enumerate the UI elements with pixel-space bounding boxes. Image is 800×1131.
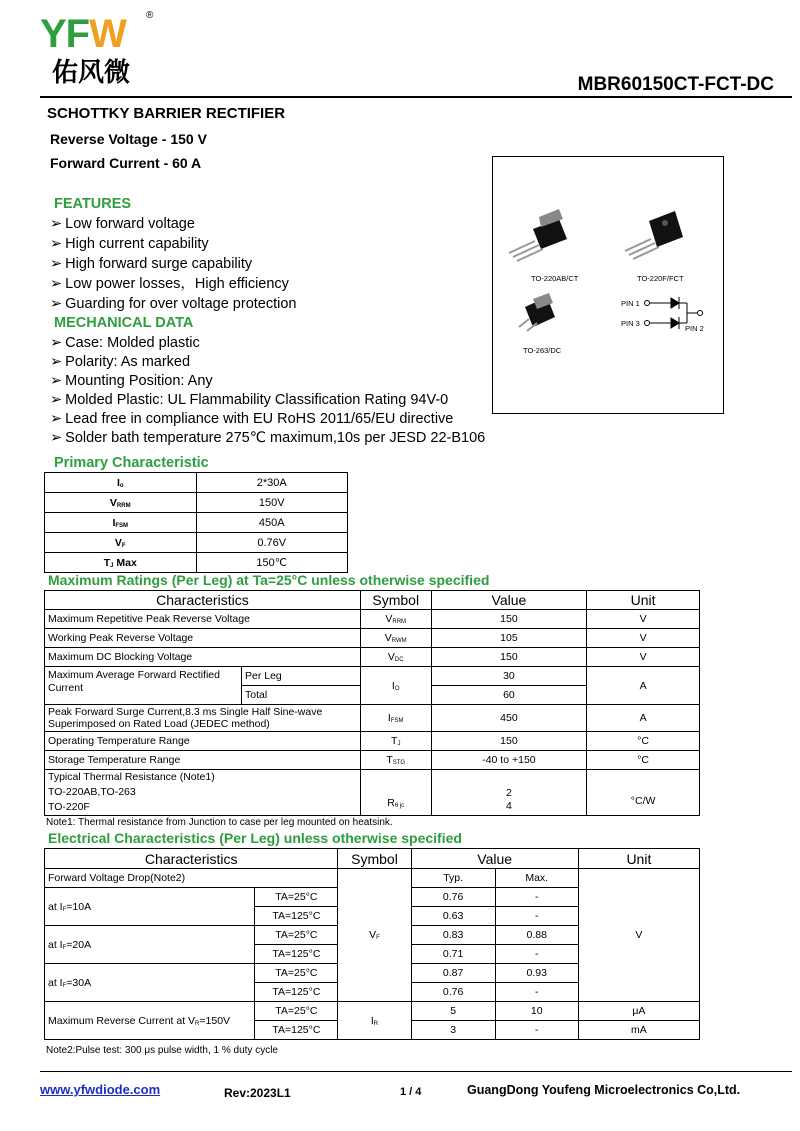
mechanical-item: ➢ Molded Plastic: UL Flammability Classification Rating 94V-0 xyxy=(50,392,449,408)
package-diagram xyxy=(493,157,723,413)
table-row: $I_{FSM}$ 450A xyxy=(45,513,348,533)
table-row: Peak Forward Surge Current,8.3 ms Single Half Sine-wave Superimposed on Rated Load (JEDEC method) $I_{FSM}$ 450 A xyxy=(45,705,700,732)
table-row: Working Peak Reverse Voltage $V_{RWM}$ 105 V xyxy=(45,629,700,648)
max-ratings-table xyxy=(44,590,700,816)
bullet-arrow-icon: ➢ xyxy=(50,373,63,389)
bullet-arrow-icon: ➢ xyxy=(50,276,63,292)
table-row: $T_J$ Max 150℃ xyxy=(45,553,348,573)
device-type: SCHOTTKY BARRIER RECTIFIER xyxy=(47,105,286,122)
electrical-title: Electrical Characteristics (Per Leg) unless otherwise specified xyxy=(48,830,462,846)
to220f-package-icon xyxy=(625,211,683,259)
table-row: Forward Voltage Drop(Note2) $V_F$ Typ. Max. V xyxy=(45,869,700,888)
mechanical-title: MECHANICAL DATA xyxy=(54,315,194,331)
bullet-arrow-icon: ➢ xyxy=(50,411,63,427)
primary-table xyxy=(44,472,348,573)
company-name: GuangDong Youfeng Microelectronics Co,Ltd. xyxy=(467,1083,741,1097)
features-list xyxy=(50,215,296,314)
table-row: $I_o$ 2*30A xyxy=(45,473,348,493)
mechanical-item: ➢ Mounting Position: Any xyxy=(50,373,213,389)
table-header-row: Characteristics Symbol Value Unit xyxy=(45,591,700,610)
mechanical-list xyxy=(50,334,485,448)
table-row: Maximum Reverse Current at $V_R=150V$ TA=25°C $I_R$ 5 10 μA xyxy=(45,1002,700,1021)
table-row: Operating Temperature Range $T_J$ 150 °C xyxy=(45,732,700,751)
logo-letters: YF xyxy=(40,12,90,56)
pkg-label-to263: TO-263/DC xyxy=(523,346,562,355)
table-row: $V_F$ 0.76V xyxy=(45,533,348,553)
logo-chinese: 佑风微 xyxy=(52,58,131,88)
table-row: Storage Temperature Range $T_{STG}$ -40 to +150 °C xyxy=(45,751,700,770)
table-row: at $I_F=10A$ TA=25°C 0.76 - xyxy=(45,888,700,907)
bullet-arrow-icon: ➢ xyxy=(50,335,63,351)
table-row: at $I_F=30A$ TA=25°C 0.87 0.93 xyxy=(45,964,700,983)
table-header-row: Characteristics Symbol Value Unit xyxy=(45,849,700,869)
bullet-arrow-icon: ➢ xyxy=(50,236,63,252)
feature-item: ➢ Low power losses，High efficiency xyxy=(50,276,289,292)
logo xyxy=(40,14,126,54)
note1: Note1: Thermal resistance from Junction to case per leg mounted on heatsink. xyxy=(46,817,393,828)
pin1-label: PIN 1 xyxy=(621,299,640,308)
feature-item: ➢ Guarding for over voltage protection xyxy=(50,296,297,312)
features-title: FEATURES xyxy=(54,196,132,212)
table-row: TA=125°C 3 - mA xyxy=(45,1021,700,1040)
feature-item: ➢ Low forward voltage xyxy=(50,216,195,232)
mechanical-item: ➢ Case: Molded plastic xyxy=(50,335,200,351)
electrical-table xyxy=(44,848,700,1040)
revision: Rev:2023L1 xyxy=(224,1086,291,1100)
website-link[interactable]: www.yfwdiode.com xyxy=(40,1082,161,1097)
table-row: Total 60 xyxy=(45,686,700,705)
bullet-arrow-icon: ➢ xyxy=(50,354,63,370)
table-row: Maximum Average Forward Rectified Current Per Leg $I_O$ 30 A xyxy=(45,667,700,686)
bullet-arrow-icon: ➢ xyxy=(50,430,63,446)
pkg-label-to220ab: TO-220AB/CT xyxy=(531,274,579,283)
footer-rule xyxy=(40,1071,792,1072)
page-number: 1 / 4 xyxy=(400,1086,422,1098)
table-row: Typical Thermal Resistance (Note1) TO-220AB,TO-263 TO-220F $R_{\theta jc}$ 2 4 °C/W xyxy=(45,770,700,816)
table-row: $V_{RRM}$ 150V xyxy=(45,493,348,513)
pkg-label-to220f: TO-220F/FCT xyxy=(637,274,684,283)
forward-current: Forward Current - 60 A xyxy=(50,155,202,171)
reverse-voltage: Reverse Voltage - 150 V xyxy=(50,131,207,147)
bullet-arrow-icon: ➢ xyxy=(50,256,63,272)
pin3-label: PIN 3 xyxy=(621,319,640,328)
table-row: Maximum Repetitive Peak Reverse Voltage $V_{RRM}$ 150 V xyxy=(45,610,700,629)
table-row: TA=125°C 0.71 - xyxy=(45,945,700,964)
part-number-title: MBR60150CT-FCT-DC xyxy=(577,74,774,95)
header-rule xyxy=(40,96,792,98)
mechanical-item: ➢ Solder bath temperature 275℃ maximum,10s per JESD 22-B106 xyxy=(50,430,486,446)
to220ab-package-icon xyxy=(509,209,567,261)
mechanical-item: ➢ Polarity: As marked xyxy=(50,354,191,370)
note2: Note2:Pulse test: 300 μs pulse width, 1 % duty cycle xyxy=(46,1045,278,1056)
table-row: TA=125°C 0.76 - xyxy=(45,983,700,1002)
logo-letter-w: W xyxy=(89,12,126,56)
pin2-label: PIN 2 xyxy=(685,324,704,333)
bullet-arrow-icon: ➢ xyxy=(50,392,63,408)
registered-mark: ® xyxy=(146,10,154,21)
feature-item: ➢ High current capability xyxy=(50,236,209,252)
bullet-arrow-icon: ➢ xyxy=(50,216,63,232)
feature-item: ➢ High forward surge capability xyxy=(50,256,253,272)
package-diagram-box xyxy=(492,156,724,414)
mechanical-item: ➢ Lead free in compliance with EU RoHS 2011/65/EU directive xyxy=(50,411,454,427)
to263-package-icon xyxy=(519,293,555,331)
table-row: at $I_F=20A$ TA=25°C 0.83 0.88 xyxy=(45,926,700,945)
max-ratings-title: Maximum Ratings (Per Leg) at Ta=25°C unless otherwise specified xyxy=(48,572,490,588)
table-row: TA=125°C 0.63 - xyxy=(45,907,700,926)
primary-title: Primary Characteristic xyxy=(54,455,209,471)
table-row: Maximum DC Blocking Voltage $V_{DC}$ 150 V xyxy=(45,648,700,667)
bullet-arrow-icon: ➢ xyxy=(50,296,63,312)
